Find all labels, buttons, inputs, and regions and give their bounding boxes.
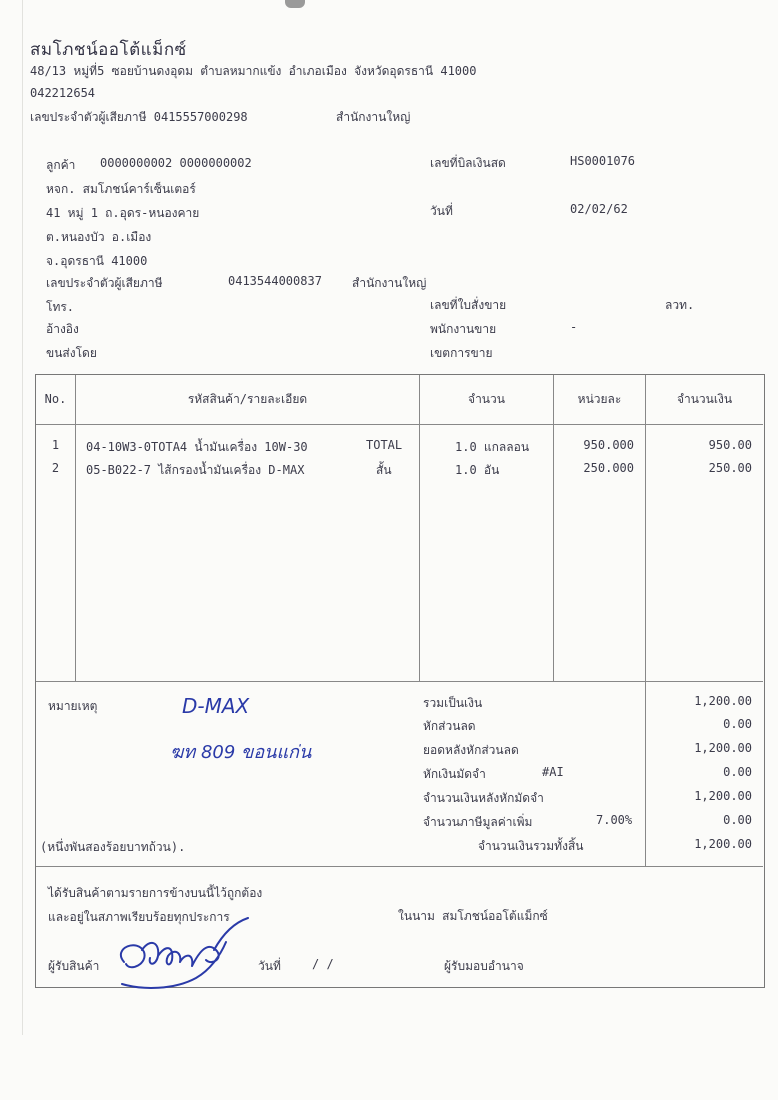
row-1-desc: 04-10W3-0TOTA4 น้ำมันเครื่อง 10W-30 <box>86 440 308 454</box>
phone-label: โทร. <box>46 300 75 314</box>
customer-address-1: 41 หมู่ 1 ถ.อุดร-หนองคาย <box>46 206 200 220</box>
row-1-qty: 1.0 แกลลอน <box>455 440 530 454</box>
row-2-desc: 05-B022-7 ไส้กรองน้ำมันเครื่อง D-MAX <box>86 463 305 477</box>
customer-code: 0000000002 0000000002 <box>100 156 252 170</box>
amount-in-words: (หนึ่งพันสองร้อยบาทถ้วน). <box>40 840 186 854</box>
on-behalf-text: ในนาม สมโภชน์ออโต้แม็กซ์ <box>398 909 548 923</box>
grand-total-label: จำนวนเงินรวมทั้งสิ้น <box>478 839 584 853</box>
credit-label: ลวท. <box>665 298 695 312</box>
date-value: 02/02/62 <box>570 202 628 216</box>
receiver-date-label: วันที่ <box>258 959 281 973</box>
sales-order-label: เลขที่ใบสั่งขาย <box>430 298 507 312</box>
customer-name: หจก. สมโภชน์คาร์เซ็นเตอร์ <box>46 182 196 196</box>
subtotal-label: รวมเป็นเงิน <box>423 696 483 710</box>
row-2-price: 250.000 <box>583 461 634 475</box>
grand-total-value: 1,200.00 <box>694 837 752 851</box>
bill-label: เลขที่บิลเงินสด <box>430 156 506 170</box>
col-header-qty: จำนวน <box>468 392 505 406</box>
receipt-text-1: ได้รับสินค้าตามรายการข้างบนนี้ไว้ถูกต้อง <box>48 886 263 900</box>
company-name: สมโภชน์ออโต้แม็กซ์ <box>30 40 187 60</box>
customer-tax-id: 0413544000837 <box>228 274 322 288</box>
paper-fold <box>22 0 23 1035</box>
after-deposit-value: 1,200.00 <box>694 789 752 803</box>
vat-value: 0.00 <box>723 813 752 827</box>
col-divider-3 <box>553 375 554 681</box>
remark-label: หมายเหตุ <box>48 699 98 713</box>
deposit-label: หักเงินมัดจำ <box>423 767 486 781</box>
col-header-desc: รหัสสินค้า/รายละเอียด <box>187 392 308 406</box>
receiver-label: ผู้รับสินค้า <box>48 959 100 973</box>
after-discount-label: ยอดหลังหักส่วนลด <box>423 743 519 757</box>
customer-tax-label: เลขประจำตัวผู้เสียภาษี <box>46 276 163 290</box>
header-divider <box>36 424 763 425</box>
receipt-text-2: และอยู่ในสภาพเรียบร้อยทุกประการ <box>48 910 230 924</box>
reference-label: อ้างอิง <box>46 322 79 336</box>
company-phone: 042212654 <box>30 86 96 100</box>
bill-number: HS0001076 <box>570 154 636 168</box>
customer-label: ลูกค้า <box>46 158 76 172</box>
handwritten-remark-1: D-MAX <box>182 694 250 718</box>
row-1-amount: 950.00 <box>708 438 752 452</box>
items-bottom-divider <box>36 681 763 682</box>
authorized-label: ผู้รับมอบอำนาจ <box>444 959 524 973</box>
row-2-amount: 250.00 <box>708 461 752 475</box>
staple-mark <box>285 0 305 8</box>
row-1-extra: TOTAL <box>366 438 403 452</box>
customer-address-3: จ.อุดรธานี 41000 <box>46 254 148 268</box>
vat-label: จำนวนภาษีมูลค่าเพิ่ม <box>423 815 533 829</box>
receiver-date-blank: / / <box>312 957 334 971</box>
col-header-amount: จำนวนเงิน <box>676 392 733 406</box>
company-branch: สำนักงานใหญ่ <box>336 110 411 124</box>
handwritten-remark-2: ฆท 809 ขอนแก่น <box>170 742 312 763</box>
discount-value: 0.00 <box>723 717 752 731</box>
col-divider-1 <box>75 375 76 681</box>
col-header-price: หน่วยละ <box>577 392 622 406</box>
summary-bottom-divider <box>36 866 763 867</box>
deposit-value: 0.00 <box>723 765 752 779</box>
receiver-signature <box>108 912 258 994</box>
row-1-no: 1 <box>51 438 60 452</box>
col-header-no: No. <box>44 392 67 406</box>
after-discount-value: 1,200.00 <box>694 741 752 755</box>
after-deposit-label: จำนวนเงินหลังหักมัดจำ <box>423 791 544 805</box>
company-tax-id: เลขประจำตัวผู้เสียภาษี 0415557000298 <box>30 110 248 124</box>
shipping-label: ขนส่งโดย <box>46 346 97 360</box>
sales-zone-label: เขตการขาย <box>430 346 493 360</box>
vat-rate: 7.00% <box>596 813 633 827</box>
salesperson-value: - <box>570 320 578 334</box>
salesperson-label: พนักงานขาย <box>430 322 497 336</box>
customer-address-2: ต.หนองบัว อ.เมือง <box>46 230 152 244</box>
company-address: 48/13 หมู่ที่5 ซอยบ้านดงอุดม ตำบลหมากแข้ง อำเภอเมือง จังหวัดอุดรธานี 41000 <box>30 64 477 78</box>
row-2-qty: 1.0 อัน <box>455 463 500 477</box>
row-2-no: 2 <box>51 461 60 475</box>
deposit-code: #AI <box>542 765 564 779</box>
discount-label: หักส่วนลด <box>423 719 476 733</box>
row-1-price: 950.000 <box>583 438 634 452</box>
row-2-extra: สั้น <box>376 463 392 477</box>
date-label: วันที่ <box>430 204 453 218</box>
col-divider-2 <box>419 375 420 681</box>
subtotal-value: 1,200.00 <box>694 694 752 708</box>
customer-branch: สำนักงานใหญ่ <box>352 276 427 290</box>
